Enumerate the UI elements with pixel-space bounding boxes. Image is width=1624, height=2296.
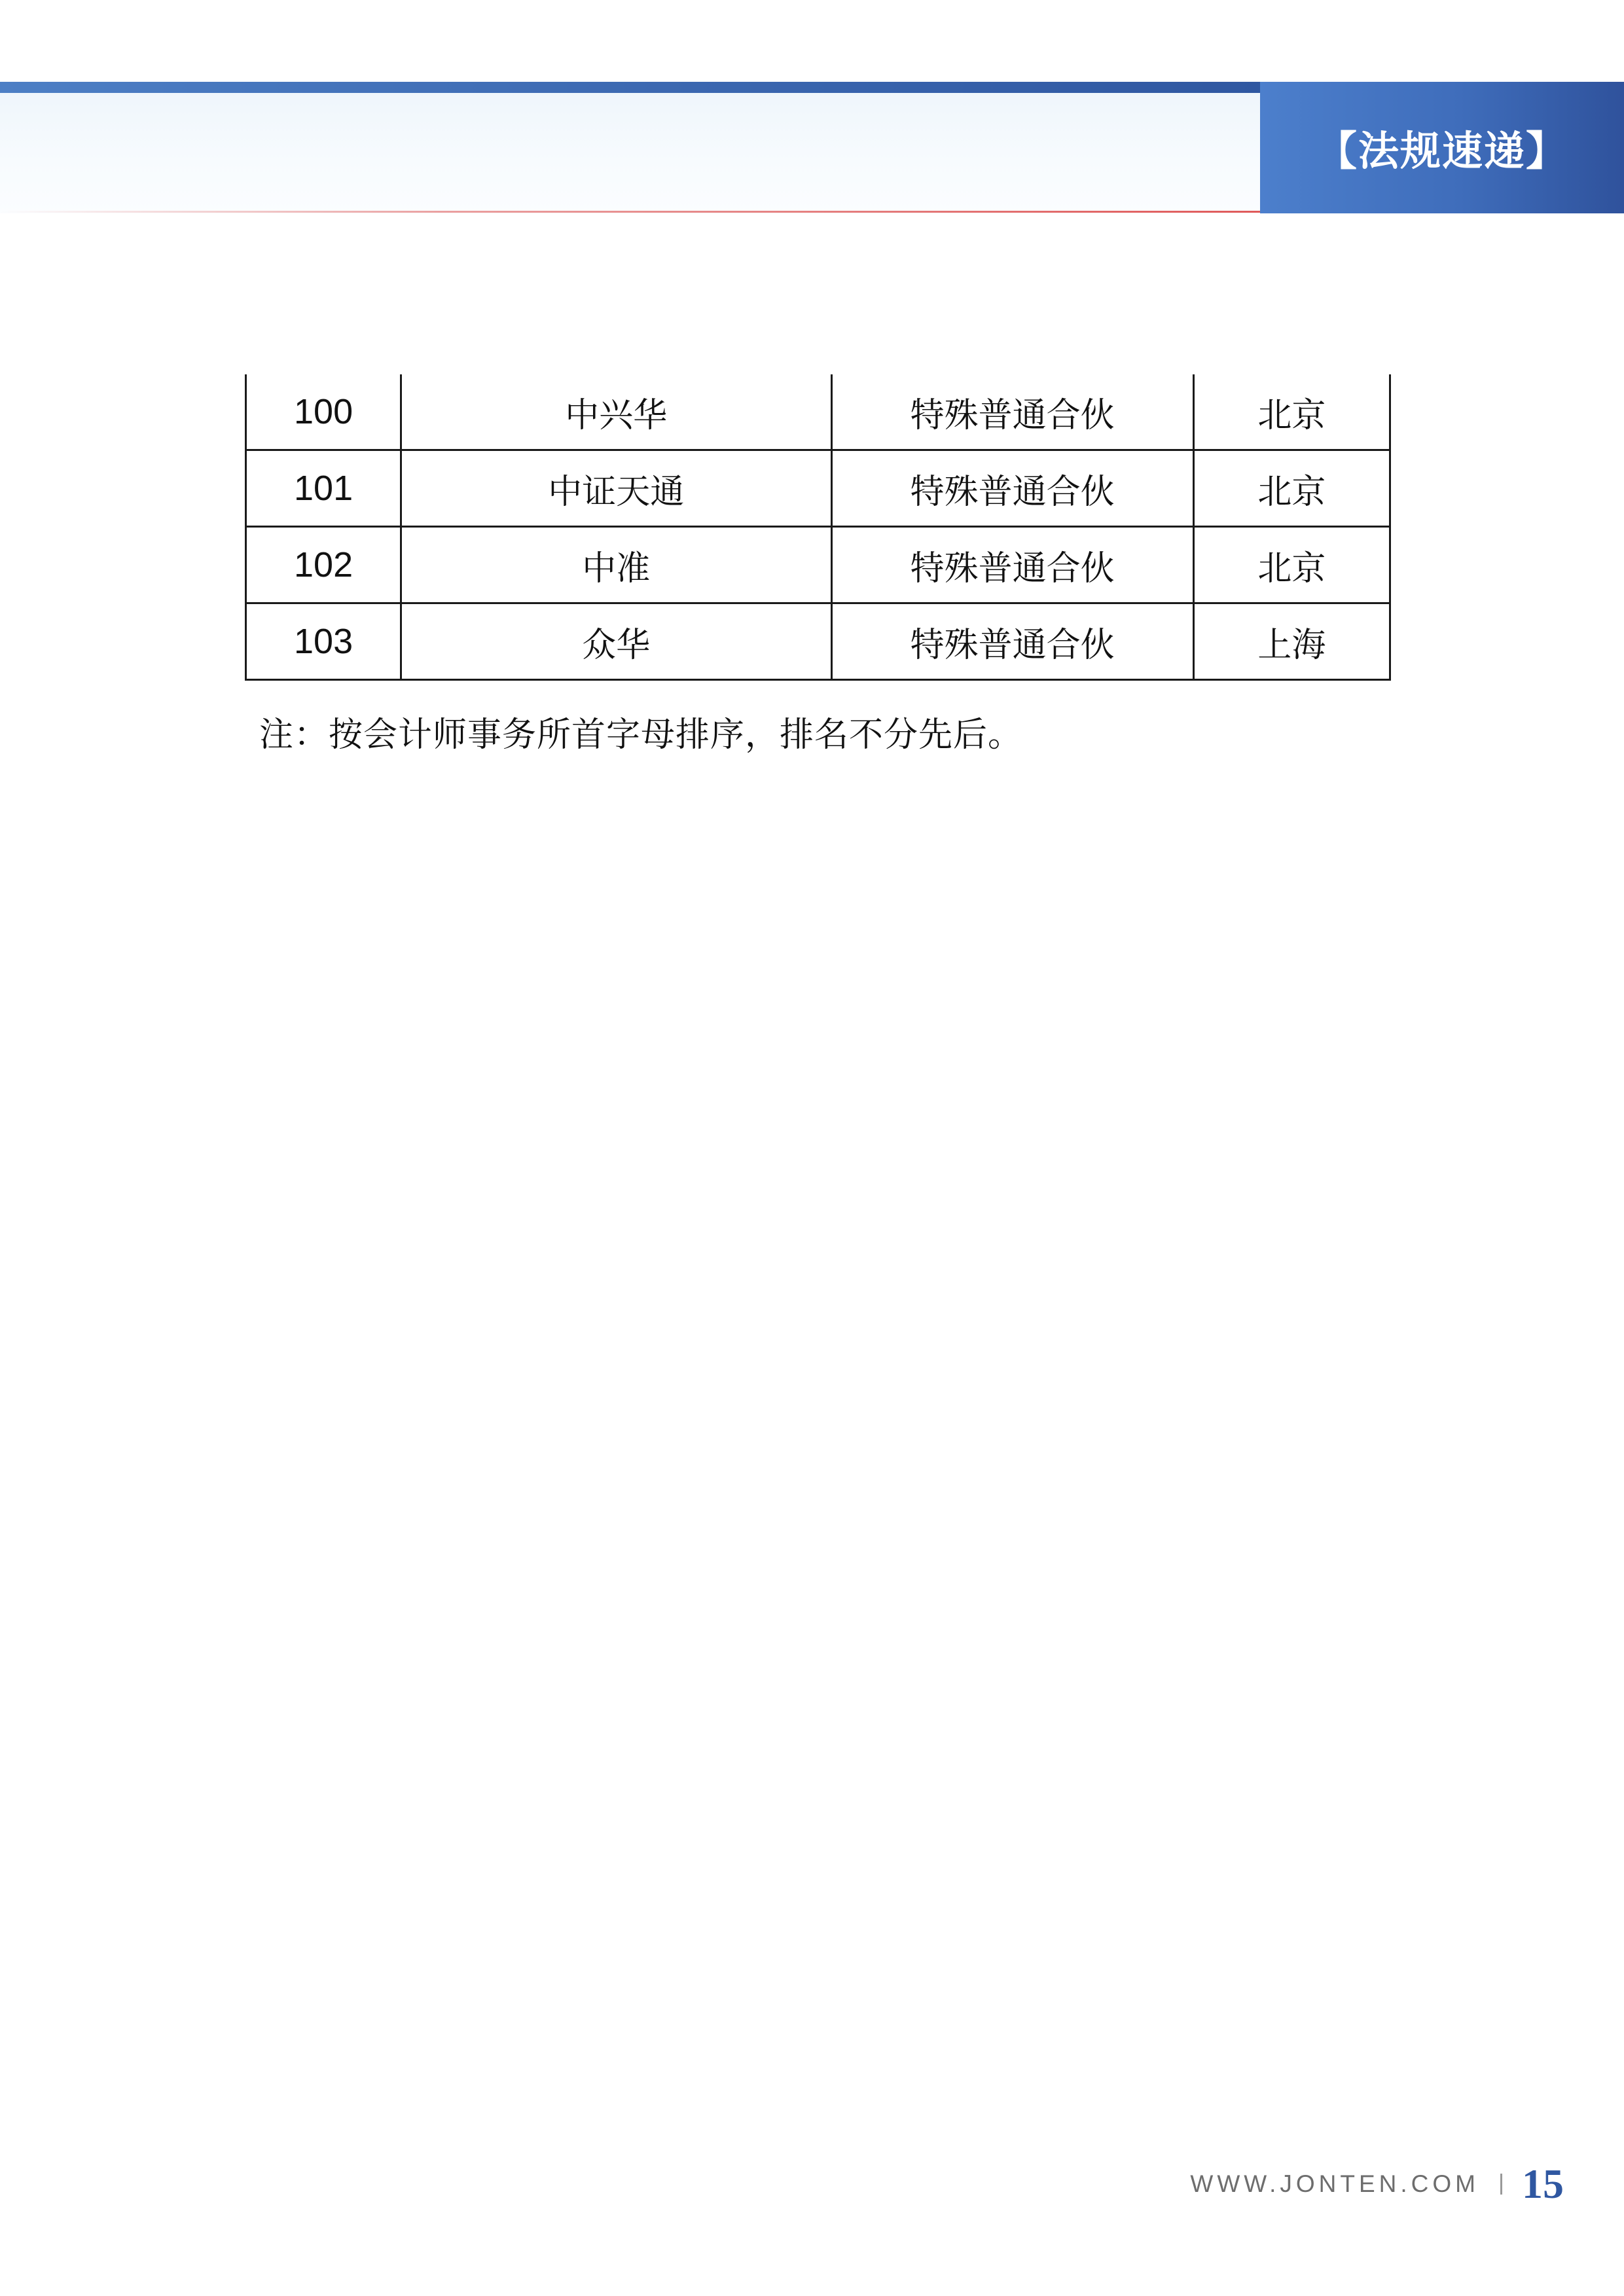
firm-type: 特殊普通合伙 — [831, 374, 1193, 450]
header-bottom-rule — [0, 211, 1260, 213]
header-band — [0, 83, 1260, 213]
table-row — [246, 450, 1390, 527]
section-label: 【法规速递】 — [1316, 127, 1568, 175]
firm-type: 特殊普通合伙 — [831, 450, 1193, 527]
website-link[interactable]: WWW.JONTEN.COM — [1190, 2170, 1479, 2197]
page-number: 15 — [1522, 2161, 1564, 2207]
section-tab — [1260, 82, 1624, 213]
table-note: 注：按会计师事务所首字母排序，排名不分先后。 — [259, 715, 1023, 755]
row-number: 101 — [246, 450, 401, 527]
firm-city: 上海 — [1193, 603, 1390, 680]
firm-table — [245, 374, 1391, 681]
firm-name: 中准 — [401, 527, 831, 603]
footer-divider — [1500, 2174, 1502, 2195]
row-number: 100 — [246, 374, 401, 450]
row-number: 103 — [246, 603, 401, 680]
firm-name: 中兴华 — [401, 374, 831, 450]
firm-type: 特殊普通合伙 — [831, 603, 1193, 680]
firm-city: 北京 — [1193, 374, 1390, 450]
row-number: 102 — [246, 527, 401, 603]
table-row — [246, 374, 1390, 450]
firm-city: 北京 — [1193, 527, 1390, 603]
table-row — [246, 603, 1390, 680]
firm-type: 特殊普通合伙 — [831, 527, 1193, 603]
page-footer — [1190, 2160, 1564, 2208]
firm-name: 中证天通 — [401, 450, 831, 527]
table-row — [246, 527, 1390, 603]
firm-city: 北京 — [1193, 450, 1390, 527]
header-top-rule — [0, 82, 1260, 93]
firm-name: 众华 — [401, 603, 831, 680]
